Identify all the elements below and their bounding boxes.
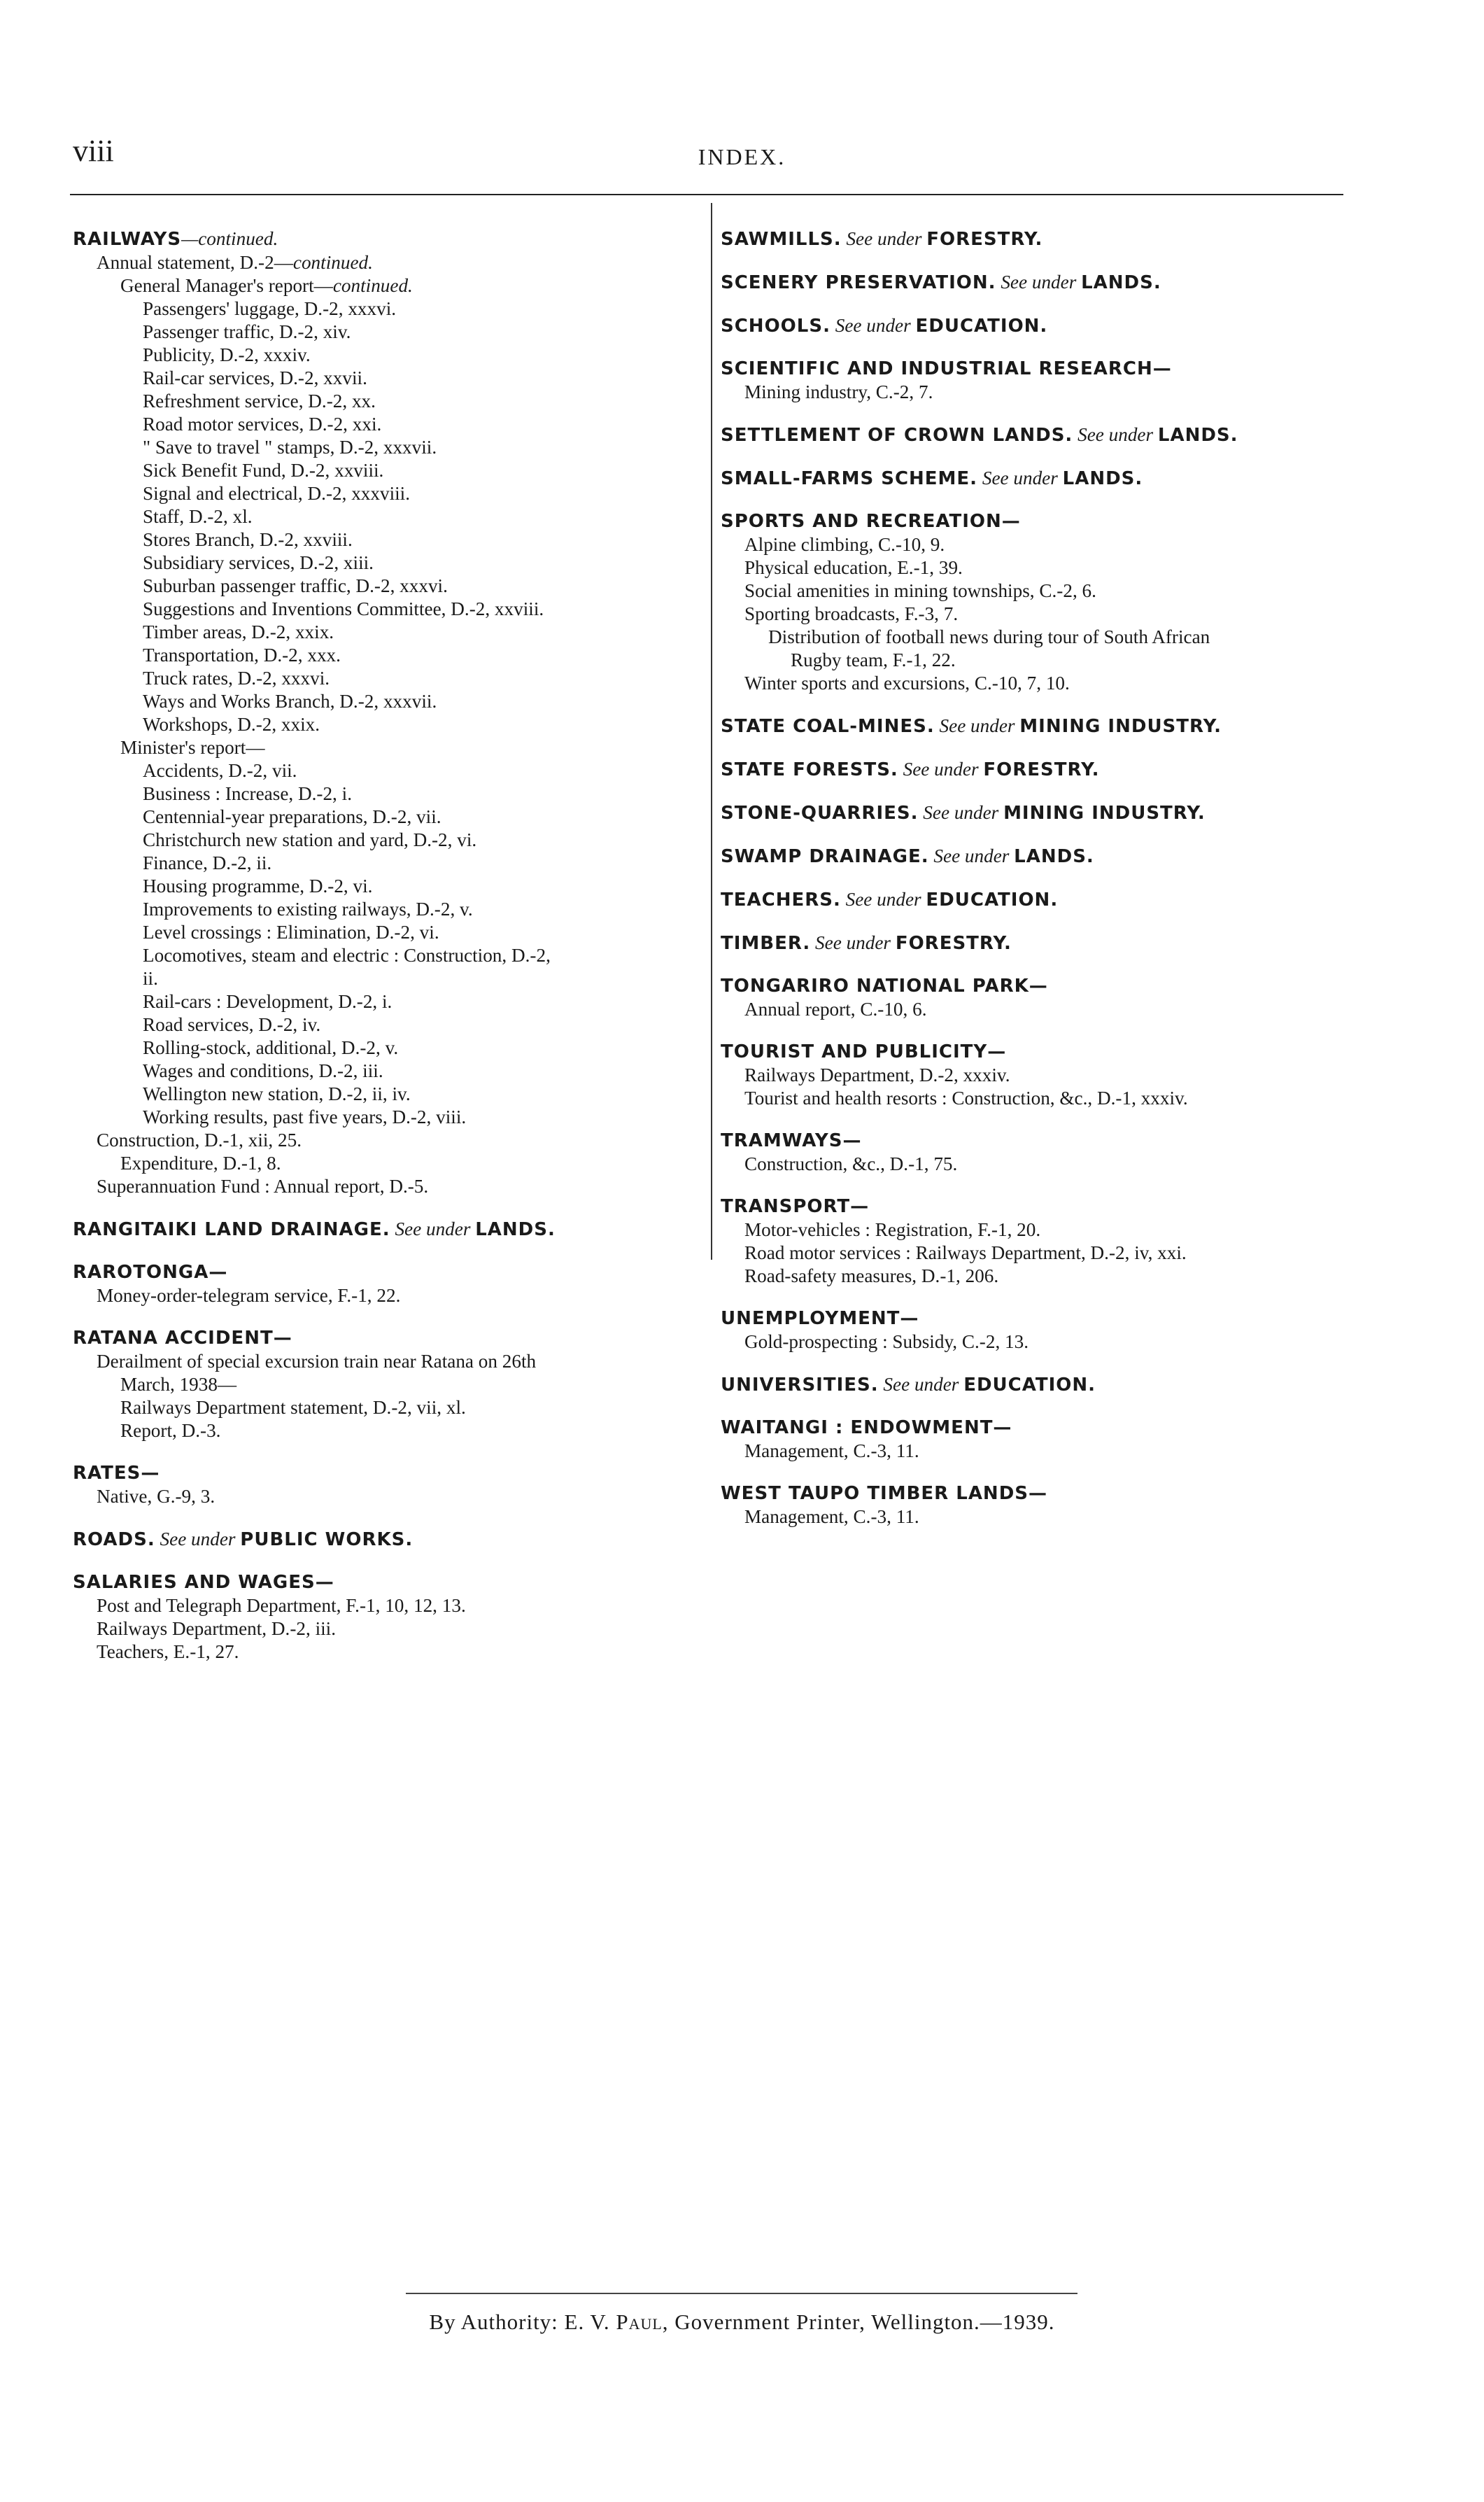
list-item: Workshops, D.-2, xxix.	[143, 714, 320, 735]
list-item: Publicity, D.-2, xxxiv.	[143, 344, 311, 365]
list-item: Improvements to existing railways, D.-2, v.	[143, 899, 473, 920]
list-item: Accidents, D.-2, vii.	[143, 760, 297, 781]
index-entry-sports: SPORTS AND RECREATION— Alpine climbing, C.-10, 9. Physical education, E.-1, 39. Social amenities in mining townships, C.-2, 6. Sporting broadcasts, F.-3, 7. Distribution of football news during tour of South African Rugby team, F.-1, 22. Winter sports and excursions, C.-10, 7, 10.	[721, 511, 1210, 694]
index-entry-rarotonga: RAROTONGA— Money-order-telegram service, F.-1, 22.	[73, 1262, 401, 1306]
index-entry-scientific: SCIENTIFIC AND INDUSTRIAL RESEARCH— Mining industry, C.-2, 7.	[721, 358, 1172, 402]
list-item: Road services, D.-2, iv.	[143, 1014, 321, 1035]
list-item: Road motor services, D.-2, xxi.	[143, 414, 382, 435]
index-entry-tongariro: TONGARIRO NATIONAL PARK— Annual report, C.-10, 6.	[721, 976, 1048, 1020]
index-entry-small-farms: SMALL-FARMS SCHEME. See under LANDS.	[721, 468, 1143, 489]
index-entry-forests: STATE FORESTS. See under FORESTRY.	[721, 759, 1100, 780]
list-item: Wages and conditions, D.-2, iii.	[143, 1060, 383, 1081]
list-item: Subsidiary services, D.-2, xiii.	[143, 552, 374, 573]
list-item: Level crossings : Elimination, D.-2, vi.	[143, 922, 439, 943]
list-item: Rail-car services, D.-2, xxvii.	[143, 367, 367, 388]
index-entry-rates: RATES— Native, G.-9, 3.	[73, 1463, 215, 1507]
page-title: INDEX.	[698, 144, 786, 169]
list-item: Finance, D.-2, ii.	[143, 852, 272, 873]
index-entry-schools: SCHOOLS. See under EDUCATION.	[721, 315, 1048, 337]
index-entry-swamp: SWAMP DRAINAGE. See under LANDS.	[721, 845, 1094, 867]
index-entry-settlement: SETTLEMENT OF CROWN LANDS. See under LANDS.	[721, 424, 1238, 446]
footer-rule	[406, 2293, 1077, 2294]
column-divider	[711, 203, 712, 1260]
index-entry-unemployment: UNEMPLOYMENT— Gold-prospecting : Subsidy, C.-2, 13.	[721, 1308, 1029, 1352]
index-entry-sawmills: SAWMILLS. See under FORESTRY.	[721, 228, 1043, 250]
list-item: Passengers' luggage, D.-2, xxxvi.	[143, 298, 397, 319]
list-item-wrap: ii.	[143, 968, 158, 989]
index-entry-roads: ROADS. See under PUBLIC WORKS.	[73, 1528, 414, 1550]
subentry: General Manager's report—continued.	[120, 275, 413, 296]
list-item: Transportation, D.-2, xxx.	[143, 645, 341, 666]
list-item: Stores Branch, D.-2, xxviii.	[143, 529, 353, 550]
left-column	[73, 227, 695, 1683]
list-item: Suggestions and Inventions Committee, D.-2, xxviii.	[143, 598, 544, 619]
right-column	[721, 227, 1350, 1548]
list-item: Truck rates, D.-2, xxxvi.	[143, 668, 330, 689]
list-item: Suburban passenger traffic, D.-2, xxxvi.	[143, 575, 448, 596]
subentry: Construction, D.-1, xii, 25.	[97, 1130, 302, 1151]
gm-report-list	[73, 297, 695, 736]
imprint: By Authority: E. V. Paul, Government Printer, Wellington.—1939.	[429, 2310, 1055, 2334]
index-entry-scenery: SCENERY PRESERVATION. See under LANDS.	[721, 272, 1161, 293]
list-item: Passenger traffic, D.-2, xiv.	[143, 321, 351, 342]
minister-report-list	[73, 759, 695, 944]
index-entry-railways: RAILWAYS—continued. Annual statement, D.-2—continued. General Manager's report—continued. Passengers' luggage, D.-2, xxxvi. Passenger traffic, D.-2, xiv. Publicity, D.-2, xxxiv. Rail-car services, D.-2, xxvii. Refreshment service, D.-2, xx. Road motor services, D.-2, xxi. " Save to travel " stamps, D.-2, xxxvii. Sick Benefit Fund, D.-2, xxviii. Signal and electrical, D.-2, xxxviii. Staff, D.-2, xl. Stores Branch, D.-2, xxviii. Subsidiary services, D.-2, xiii. Suburban passenger traffic, D.-2, xxxvi. Suggestions and Inventions Committee, D.-2, xxviii. Timber areas, D.-2, xxix. Transportation, D.-2, xxx. Truck rates, D.-2, xxxvi. Ways and Works Branch, D.-2, xxxvii. Workshops, D.-2, xxix. Minister's report— Accidents, D.-2, vii. Business : Increase, D.-2, i. Centennial-year preparations, D.-2, vii. Christchurch new station and yard, D.-2, vi. Finance, D.-2, ii. Housing programme, D.-2, vi. Improvements to existing railways, D.-2, v. Level crossings : Elimination, D.-2, vi. Locomotives, steam and electric : Construction, D.-2, ii. Rail-cars : Development, D.-2, i. Road services, D.-2, iv. Rolling-stock, additional, D.-2, v. Wages and conditions, D.-2, iii. Wellington new station, D.-2, ii, iv. Working results, past five years, D.-2, viii. Construction, D.-1, xii, 25. Expenditure, D.-1, 8. Superannuation Fund : Annual report, D.-5.	[73, 227, 695, 1198]
index-entry-tramways: TRAMWAYS— Construction, &c., D.-1, 75.	[721, 1130, 958, 1174]
list-item: Centennial-year preparations, D.-2, vii.	[143, 806, 441, 827]
list-item: Sick Benefit Fund, D.-2, xxviii.	[143, 460, 384, 481]
list-item: Ways and Works Branch, D.-2, xxxvii.	[143, 691, 437, 712]
list-item: Refreshment service, D.-2, xx.	[143, 391, 376, 412]
list-item: Business : Increase, D.-2, i.	[143, 783, 352, 804]
index-entry-transport: TRANSPORT— Motor-vehicles : Registration, F.-1, 20. Road motor services : Railways Department, D.-2, iv, xxi. Road-safety measures, D.-1, 206.	[721, 1196, 1187, 1286]
list-item: Working results, past five years, D.-2, viii.	[143, 1106, 467, 1127]
index-entry-quarries: STONE-QUARRIES. See under MINING INDUSTRY.	[721, 802, 1206, 824]
index-entry-timber: TIMBER. See under FORESTRY.	[721, 932, 1012, 954]
entry-heading: RAILWAYS	[73, 229, 182, 250]
list-item: Rolling-stock, additional, D.-2, v.	[143, 1037, 399, 1058]
list-item: Christchurch new station and yard, D.-2, vi.	[143, 829, 477, 850]
list-item: Housing programme, D.-2, vi.	[143, 876, 373, 897]
list-item: Staff, D.-2, xl.	[143, 506, 253, 527]
page-number: viii	[73, 134, 114, 168]
list-item: Locomotives, steam and electric : Construction, D.-2,	[143, 945, 551, 966]
list-item: " Save to travel " stamps, D.-2, xxxvii.	[143, 437, 437, 458]
index-entry-salaries: SALARIES AND WAGES— Post and Telegraph Department, F.-1, 10, 12, 13. Railways Department, D.-2, iii. Teachers, E.-1, 27.	[73, 1572, 466, 1662]
index-entry-universities: UNIVERSITIES. See under EDUCATION.	[721, 1374, 1096, 1396]
index-entry-ratana: RATANA ACCIDENT— Derailment of special excursion train near Ratana on 26th March, 1938— Railways Department statement, D.-2, vii, xl. Report, D.-3.	[73, 1328, 537, 1441]
subentry: Minister's report—	[120, 737, 265, 758]
minister-report-list	[73, 990, 695, 1129]
list-item: Rail-cars : Development, D.-2, i.	[143, 991, 393, 1012]
index-entry-tourist: TOURIST AND PUBLICITY— Railways Department, D.-2, xxxiv. Tourist and health resorts : Construction, &c., D.-1, xxxiv.	[721, 1041, 1188, 1109]
index-entry-teachers: TEACHERS. See under EDUCATION.	[721, 889, 1059, 911]
subentry: Expenditure, D.-1, 8.	[120, 1153, 281, 1174]
subentry: Annual statement, D.-2—continued.	[97, 252, 373, 273]
header-rule	[70, 194, 1343, 195]
list-item: Signal and electrical, D.-2, xxxviii.	[143, 483, 411, 504]
list-item: Timber areas, D.-2, xxix.	[143, 621, 334, 642]
index-entry-waitangi: WAITANGI : ENDOWMENT— Management, C.-3, 11.	[721, 1417, 1012, 1461]
subentry: Superannuation Fund : Annual report, D.-5.	[97, 1176, 429, 1197]
index-entry-coal: STATE COAL-MINES. See under MINING INDUSTRY.	[721, 715, 1222, 737]
index-entry-west-taupo: WEST TAUPO TIMBER LANDS— Management, C.-3, 11.	[721, 1483, 1048, 1527]
list-item: Wellington new station, D.-2, ii, iv.	[143, 1083, 411, 1104]
index-entry-rangitaiki: RANGITAIKI LAND DRAINAGE. See under LANDS.	[73, 1218, 556, 1240]
